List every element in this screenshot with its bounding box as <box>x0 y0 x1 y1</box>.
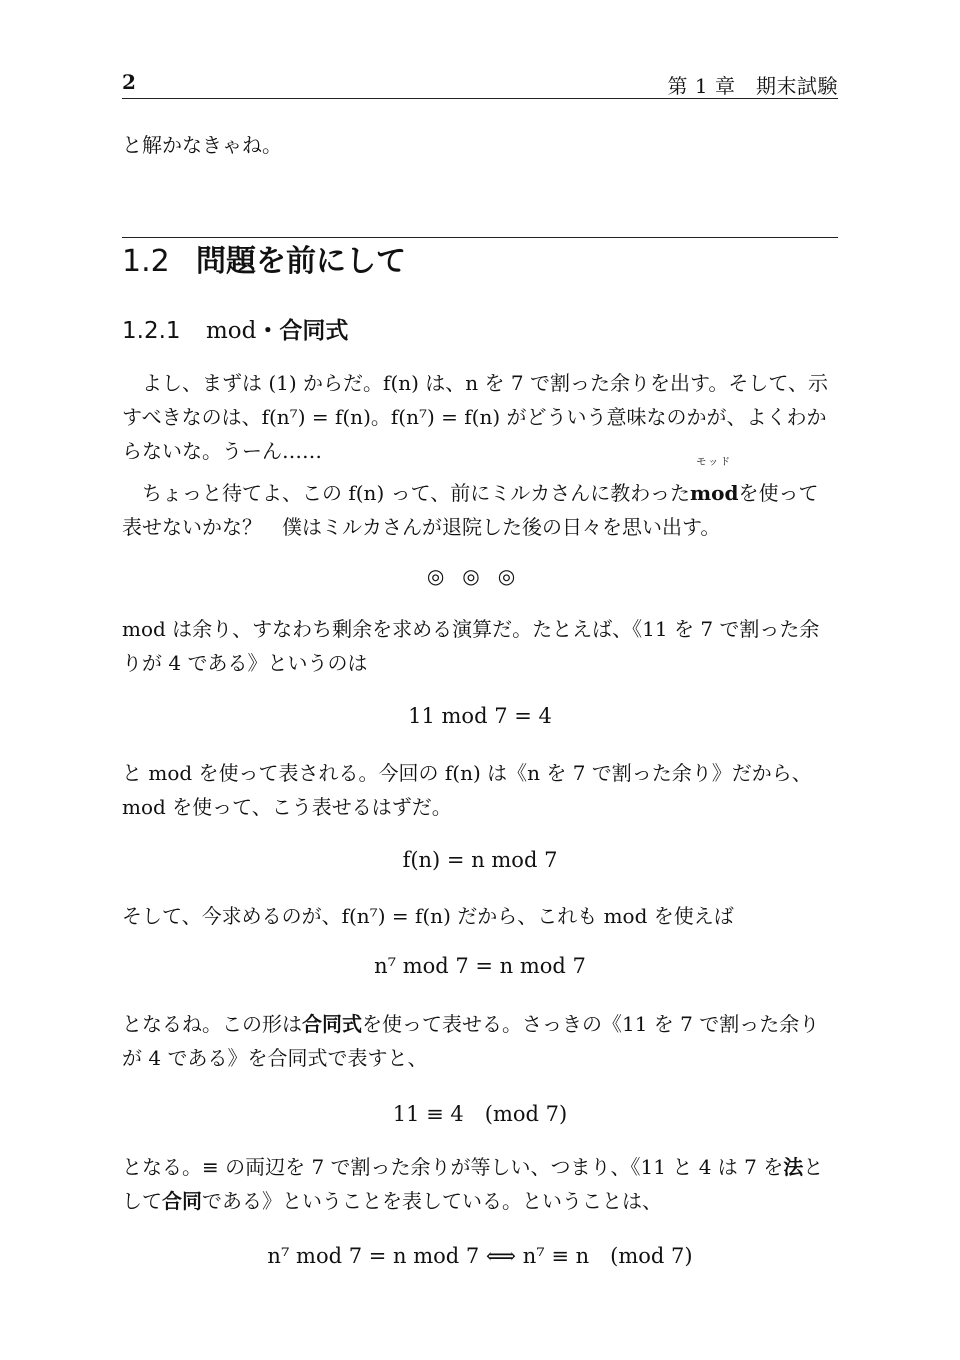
ruby-reading: モッド <box>696 457 733 468</box>
term-congruence-expression: 合同式 <box>302 1012 362 1036</box>
section-number: 1.2 <box>122 244 170 279</box>
paragraph-7-part1: となる。≡ の両辺を 7 で割った余りが等しい、つまり、《11 と 4 は 7 を <box>122 1155 784 1179</box>
subsection-heading <box>122 312 348 345</box>
subsection-title-bold: ・合同式 <box>256 318 349 344</box>
subsection-title-plain: mod <box>206 318 257 344</box>
paragraph-6-after: を使って表せる。さっきの《11 を 7 で割った余りが 4 である》を合同式で表すと、 <box>122 1012 820 1070</box>
paragraph-2-after: を使って表せないかな？ 僕はミルカさんが退院した後の日々を思い出す。 <box>122 481 819 539</box>
equation-3: n⁷ mod 7 = n mod 7 <box>374 954 586 978</box>
term-congruent: 合同 <box>162 1189 202 1213</box>
term-modulus: 法 <box>783 1155 804 1179</box>
paragraph-2 <box>122 457 838 544</box>
section-title: 問題を前にして <box>196 244 406 279</box>
running-head: 第 1 章 期末試験 <box>667 74 838 98</box>
paragraph-6 <box>122 1007 838 1075</box>
paragraph-3: mod は余り、すなわち剰余を求める演算だ。たとえば、《11 を 7 で割った余りが 4 である》というのは <box>122 617 820 675</box>
equation-4: 11 ≡ 4 (mod 7) <box>392 1102 568 1126</box>
ruby-base: mod <box>690 481 739 505</box>
equation-5: n⁷ mod 7 = n mod 7 ⟺ n⁷ ≡ n (mod 7) <box>267 1244 693 1268</box>
section-heading <box>122 236 406 280</box>
paragraph-5: そして、今求めるのが、f(n⁷) = f(n) だから、これも mod を使えば <box>122 904 734 928</box>
equation-2: f(n) = n mod 7 <box>402 848 558 872</box>
subsection-number: 1.2.1 <box>122 318 181 344</box>
page-header <box>122 68 838 99</box>
equation-1: 11 mod 7 = 4 <box>408 704 552 728</box>
paragraph-6-before: となるね。この形は <box>122 1012 302 1036</box>
paragraph-4: と mod を使って表される。今回の f(n) は《n を 7 で割った余り》だから、mod を使って、こう表せるはずだ。 <box>122 761 812 819</box>
paragraph-7-part3: である》ということを表している。ということは、 <box>202 1189 662 1213</box>
section-separator: ◎◎◎ <box>426 564 534 588</box>
paragraph-7 <box>122 1150 838 1218</box>
page-number: 2 <box>122 70 136 94</box>
mod-ruby <box>690 457 739 510</box>
intro-line: と解かなきゃね。 <box>122 133 282 157</box>
paragraph-1: よし、まずは (1) からだ。f(n) は、n を 7 で割った余りを出す。そして、示すべきなのは、f(n⁷) = f(n)。f(n⁷) = f(n) がどういう意味なのかが、よくわからないな。うーん…… <box>122 371 828 463</box>
paragraph-2-before: ちょっと待てよ、この f(n) って、前にミルカさんに教わった <box>142 481 691 505</box>
paragraph-7-part2: として <box>122 1155 824 1213</box>
